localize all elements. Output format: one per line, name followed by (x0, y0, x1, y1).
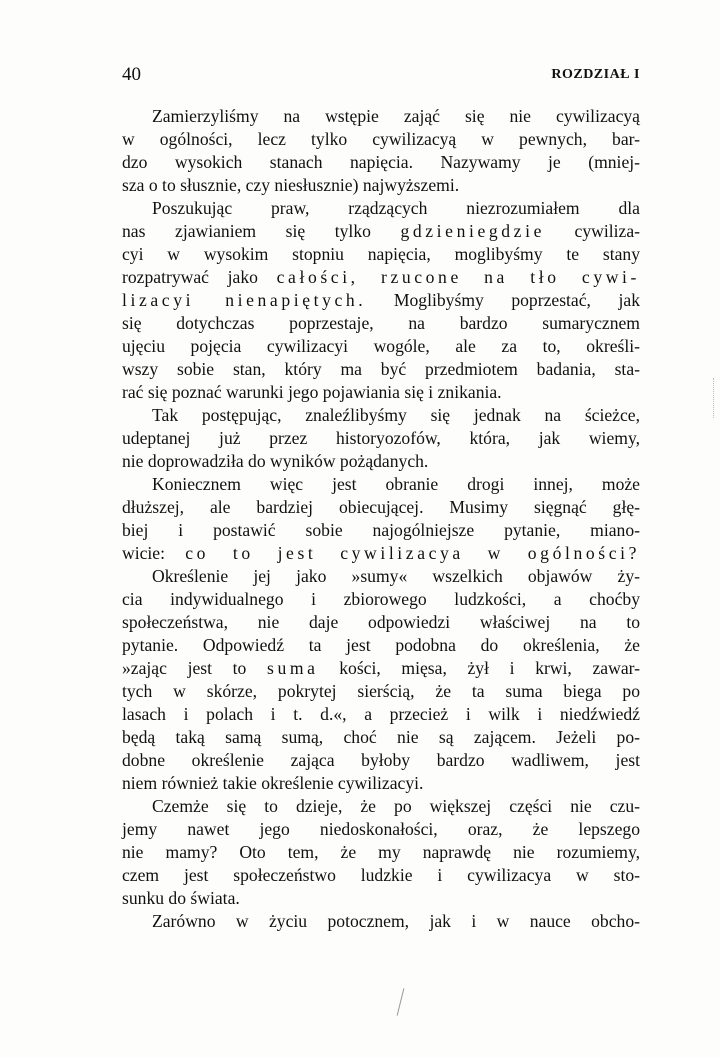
text-segment: cywiliza- (574, 221, 640, 241)
text-line: sza o to słusznie, czy niesłusznie) najwyższemi. (122, 175, 460, 195)
text-line: tych w skórze, pokrytej sierścią, że ta suma biega po (122, 681, 640, 701)
text-line: sunku do świata. (122, 888, 240, 908)
text-line: nie doprowadziła do wyników pożądanych. (122, 451, 429, 471)
text-segment: nas zjawianiem się tylko (122, 221, 371, 241)
text-line (122, 220, 640, 243)
page-number: 40 (122, 64, 141, 85)
text-line: społeczeństwa, nie daje odpowiedzi właściwej na to (122, 612, 640, 632)
text-segment: rozpatrywać jako (122, 267, 258, 287)
text-line: czem jest społeczeństwo ludzkie i cywilizacya w sto- (122, 865, 640, 885)
text-line (122, 542, 640, 565)
text-line: nie mamy? Oto tem, że my naprawdę nie rozumiemy, (122, 842, 640, 862)
text-segment: »zając jest to (122, 658, 247, 678)
pencil-mark (397, 988, 405, 1015)
spaced-emphasis: gdzieniegdzie (400, 221, 545, 241)
text-line: dobne określenie zająca byłoby bardzo wadliwem, jest (122, 750, 640, 770)
spaced-emphasis: całości, rzucone na tło cywi- (276, 267, 640, 287)
text-line: niem również takie określenie cywilizacyi. (122, 773, 424, 793)
text-line (122, 657, 640, 680)
text-line: jemy nawet jego niedoskonałości, oraz, że lepszego (122, 819, 640, 839)
text-line: wszy sobie stan, który ma być przedmiotem badania, sta- (122, 359, 640, 379)
running-head: ROZDZIAŁ I (551, 67, 640, 82)
text-segment: kości, mięsa, żył i krwi, zawar- (339, 658, 640, 678)
text-line: lasach i polach i t. d.«, a przecież i wilk i niedźwiedź (122, 704, 640, 724)
text-line: Zamierzyliśmy na wstępie zająć się nie cywilizacyą (152, 106, 640, 126)
text-line: udeptanej już przez historyozofów, która, jak wiemy, (122, 428, 640, 448)
spaced-emphasis: co to jest cywilizacya w ogólności? (185, 543, 641, 563)
text-segment: wicie: (122, 543, 165, 563)
spaced-emphasis: lizacyi nienapiętych. (122, 290, 367, 310)
text-line: Poszukując praw, rządzących niezrozumiałem dla (152, 198, 640, 218)
text-line: biej i postawić sobie najogólniejsze pytanie, miano- (122, 520, 640, 540)
text-line (122, 266, 640, 289)
margin-dots (711, 378, 714, 418)
spaced-emphasis: suma (267, 658, 319, 678)
text-line: Zarówno w życiu potocznem, jak i w nauce obcho- (152, 911, 640, 931)
text-segment: Moglibyśmy poprzestać, jak (393, 290, 640, 310)
text-line: cia indywidualnego i zbiorowego ludzkości, a choćby (122, 589, 640, 609)
text-line: Tak postępując, znaleźlibyśmy się jednak na ścieżce, (152, 405, 640, 425)
text-line: ujęciu pojęcia cywilizacyi wogóle, ale za to, określi- (122, 336, 640, 356)
text-line: rać się poznać warunki jego pojawiania się i znikania. (122, 382, 502, 402)
text-line: dzo wysokich stanach napięcia. Nazywamy je (mniej- (122, 152, 640, 172)
text-line: Określenie jej jako »sumy« wszelkich objawów ży- (152, 566, 640, 586)
text-line: w ogólności, lecz tylko cywilizacyą w pewnych, bar- (122, 129, 640, 149)
text-line: się dotychczas poprzestaje, na bardzo sumarycznem (122, 313, 640, 333)
body-text (122, 105, 640, 933)
text-line: dłuższej, ale bardziej obiecującej. Musimy sięgnąć głę- (122, 497, 640, 517)
text-line: Koniecznem więc jest obranie drogi innej, może (152, 474, 640, 494)
text-line (122, 289, 640, 312)
text-line: będą taką samą sumą, choć nie są zającem. Jeżeli po- (122, 727, 640, 747)
text-line: pytanie. Odpowiedź ta jest podobna do określenia, że (122, 635, 640, 655)
text-line: Czemże się to dzieje, że po większej części nie czu- (152, 796, 640, 816)
text-line: cyi w wysokim stopniu napięcia, moglibyśmy te stany (122, 244, 640, 264)
